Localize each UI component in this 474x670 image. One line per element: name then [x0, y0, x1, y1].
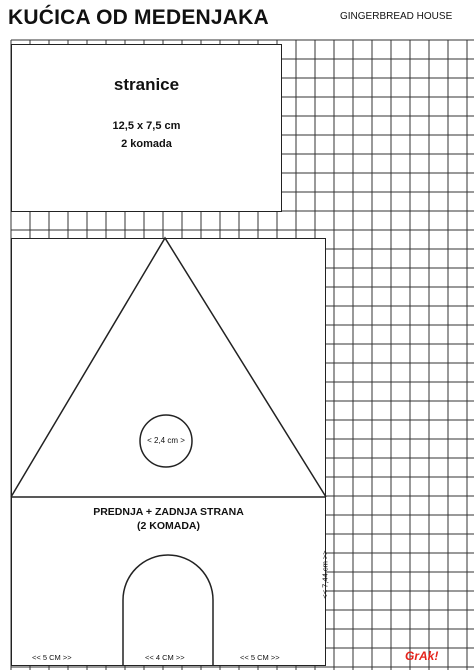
side-wall-title: stranice — [113, 75, 180, 94]
left-width-label: << 5 CM >> — [32, 653, 72, 662]
window-diameter-label: < 2,4 cm > — [147, 436, 185, 445]
side-wall-dimensions: 12,5 x 7,5 cm — [112, 120, 181, 132]
door-outline — [123, 555, 213, 666]
wall-height-label: << 7,44 cm >> — [320, 550, 330, 599]
door-width-label: << 4 CM >> — [145, 653, 185, 662]
roof-outline — [11, 238, 326, 497]
right-width-label: << 5 CM >> — [240, 653, 280, 662]
front-back-wall-count: (2 KOMADA) — [137, 520, 200, 532]
side-wall-count: 2 komada — [121, 138, 172, 150]
brand-logo: GrAk! — [405, 649, 439, 663]
front-back-wall-title: PREDNJA + ZADNJA STRANA — [93, 506, 244, 518]
page-subtitle: GINGERBREAD HOUSE — [340, 11, 453, 22]
page-title: KUĆICA OD MEDENJAKA — [8, 6, 269, 29]
